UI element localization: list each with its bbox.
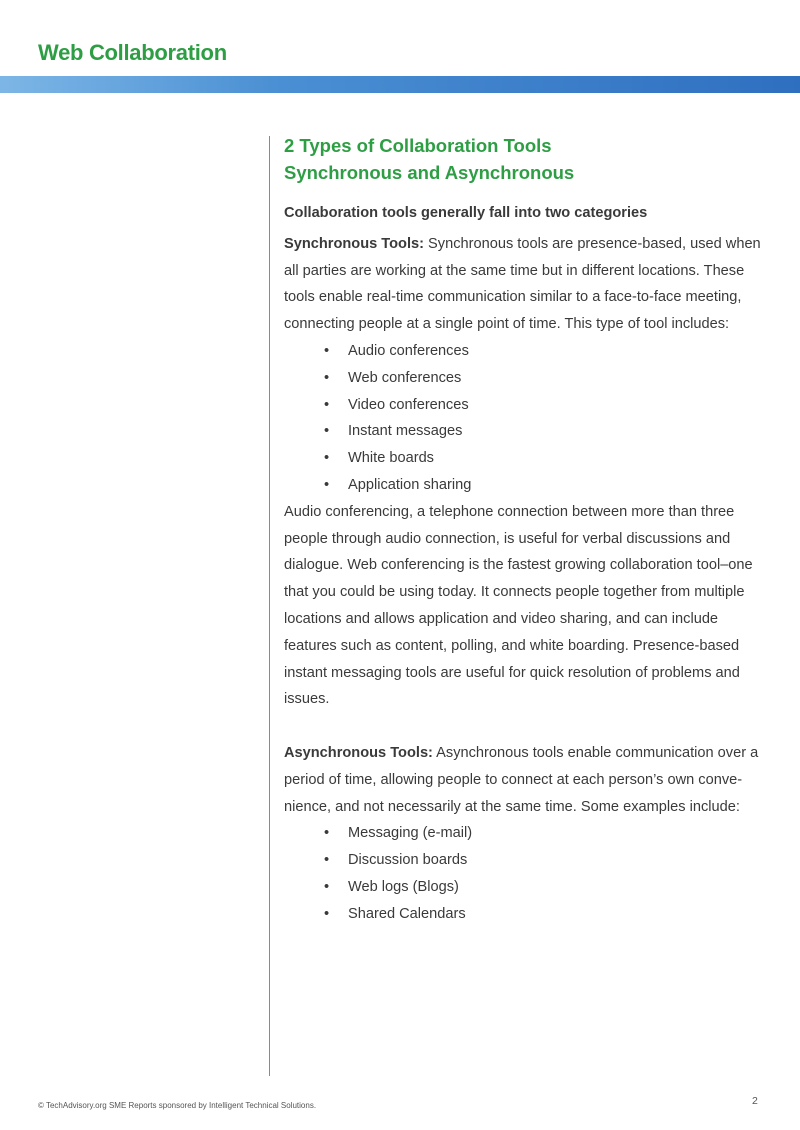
- list-item: • White boards: [284, 445, 764, 472]
- list-item: • Shared Calendars: [284, 901, 764, 928]
- list-item: • Messaging (e-mail): [284, 820, 764, 847]
- list-item: • Instant messages: [284, 418, 764, 445]
- synchronous-list: [284, 338, 764, 499]
- list-item: • Web conferences: [284, 365, 764, 392]
- paragraph-gap: [284, 713, 764, 740]
- page-header-title: Web Collaboration: [38, 40, 227, 65]
- section-title: [284, 132, 764, 186]
- list-item: • Discussion boards: [284, 847, 764, 874]
- asynchronous-paragraph: [284, 740, 764, 820]
- column-divider: [269, 136, 270, 1076]
- synchronous-followup-paragraph: Audio conferencing, a telephone connection between more than three people through audio connection, is useful for verbal discussions and dialogue. Web conferencing is the fastest growing collaboration tool–one that you could be using today. It connects people together from multiple locations and allows application and video sharing, and can include features such as content, polling, and white boarding. Presence-based instant messaging tools are useful for quick resolution of problems and issues.: [284, 503, 753, 708]
- asynchronous-text: Asynchronous tools enable communication over a period of time, allowing people to connect at each person’s own convenience, and not necessarily at the same time. Some examples include:: [284, 744, 759, 815]
- list-item: • Audio conferences: [284, 338, 764, 365]
- page-number: 2: [752, 1095, 758, 1107]
- list-item: • Application sharing: [284, 472, 764, 499]
- list-item: • Web logs (Blogs): [284, 874, 764, 901]
- list-item: • Video conferences: [284, 392, 764, 419]
- asynchronous-list: [284, 820, 764, 927]
- header-gradient-bar: [0, 76, 800, 93]
- synchronous-paragraph: [284, 231, 764, 338]
- synchronous-text: Synchronous tools are presence-based, used when all parties are working at the same time but in different locations. These tools enable real-time communication similar to a face-to-face meeting, connecting people at a single point of time. This type of tool includes:: [284, 235, 761, 333]
- main-content: [284, 132, 764, 928]
- footer-copyright: © TechAdvisory.org SME Reports sponsored by Intelligent Technical Solutions.: [38, 1101, 317, 1110]
- asynchronous-lead: Asynchronous Tools:: [284, 744, 433, 761]
- synchronous-lead: Synchronous Tools:: [284, 235, 424, 252]
- section-subtitle: Collaboration tools generally fall into two categories: [284, 205, 648, 221]
- section-title-line1: 2 Types of Collaboration Tools: [284, 135, 552, 156]
- section-title-line2: Synchronous and Asynchronous: [284, 162, 575, 183]
